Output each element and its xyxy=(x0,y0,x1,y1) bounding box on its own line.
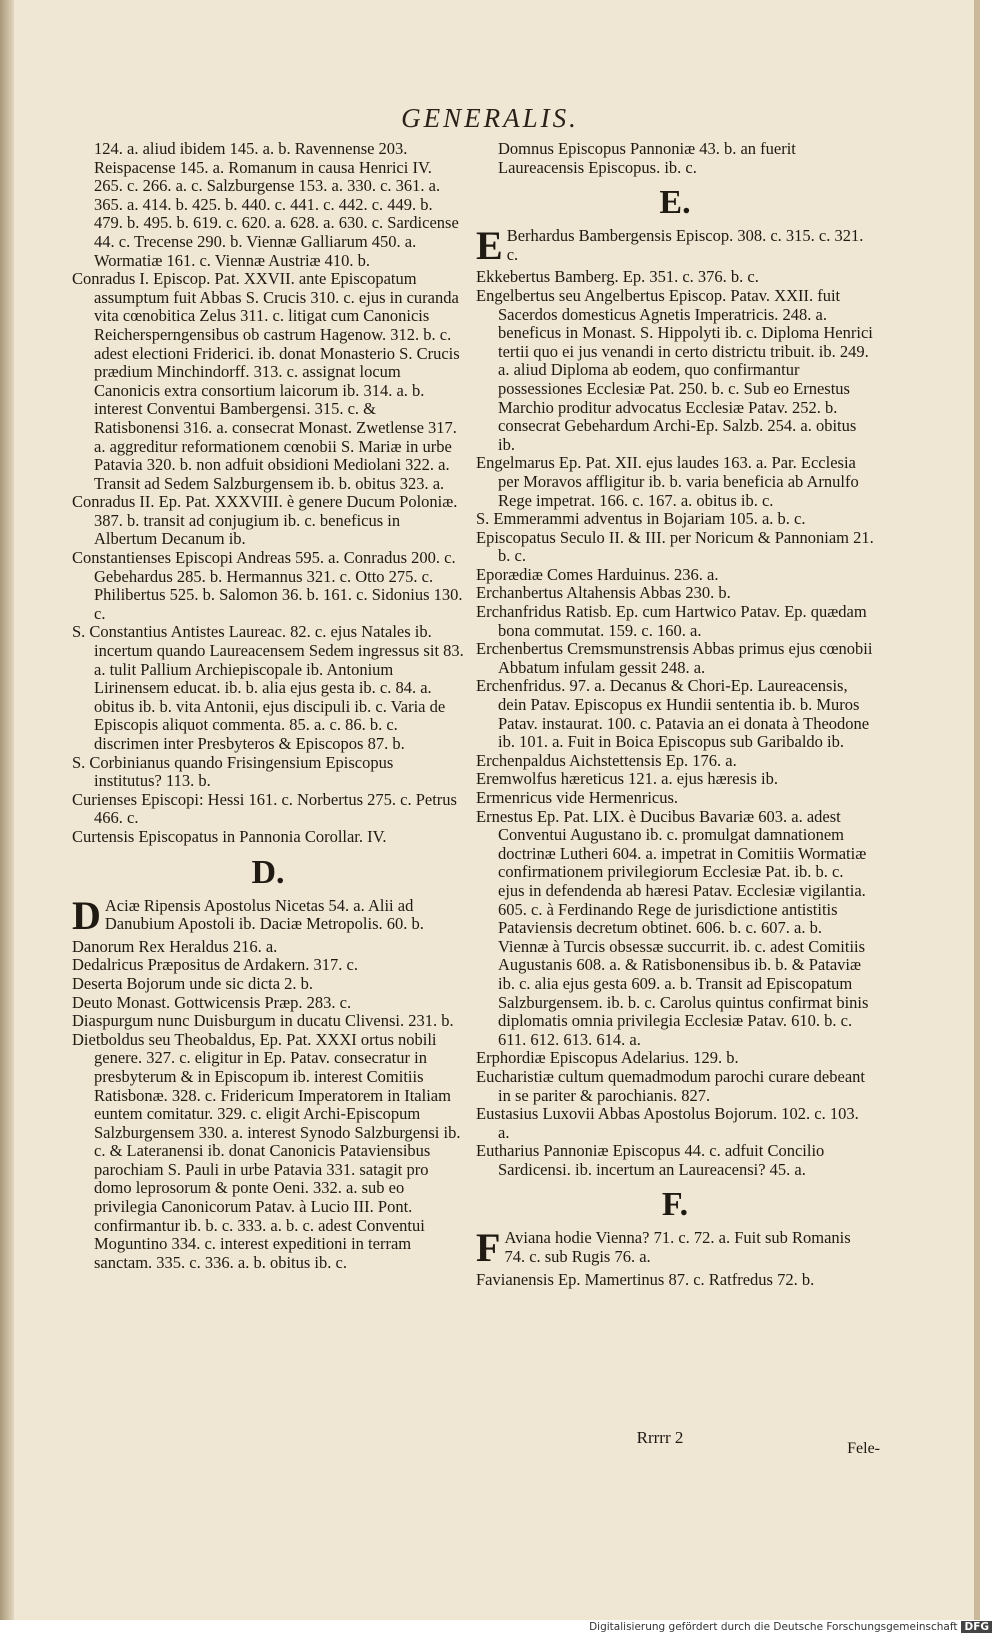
index-entry: Dietboldus seu Theobaldus, Ep. Pat. XXXI ortus nobili genere. 327. c. eligitur in Ep. Patav. consecratur in presbyterum & in Episcopum ib. interest Comitiis Ratisbonæ. 328. c. Fridericum Imperatorem in Italiam euntem comitatur. 329. c. eligit Archi-Episcopum Salzburgensem 330. a. interest Synodo Salzburgensi ib. c. & Lateranensi ib. donat Canonicis Pataviensibus parochiam S. Pauli in urbe Patavia 331. satagit pro domo leprosorum & ponte Oeni. 332. a. sub eo privilegia Canonicorum Patav. à Lucio III. Pont. confirmantur ib. b. c. 333. a. b. c. adest Conventui Moguntino 334. c. interest expeditioni in terram sanctam. 335. c. 336. a. b. obitus ib. c. xyxy=(72,1029,461,1272)
signature-mark: Rrrrr 2 xyxy=(636,1428,684,1447)
index-entry: Ernestus Ep. Pat. LIX. è Ducibus Bavariæ 603. a. adest Conventui Augustano ib. c. promulgat damnationem doctrinæ Lutheri 604. a. impetrat in Comitiis Wormatiæ confirmationem privilegiorum Ecclesiæ Pat. ib. b. c. ejus in defendenda ab hæresi Patav. Ecclesiæ vigilantia. 605. c. à Ferdinando Rege de jurisdictione antistitis Pataviensis decretum obtinet. 606. b. c. 607. a. b. Viennæ à Turcis obsessæ succurrit. ib. c. adest Comitiis Augustanis 608. a. & Ratisbonensibus ib. b. & Pataviæ ib. c. alia ejus gesta 609. a. b. Transit ad Episcopatum Salzburgensem. ib. b. c. Carolus quintus confirmat binis diplomatis omnia privilegia Ecclesiæ Patav. 610. b. c. 611. 612. 613. 614. a. xyxy=(476,806,869,1049)
index-entry: S. Constantius Antistes Laureac. 82. c. ejus Natales ib. incertum quando Laureacensem Sedem ingressus sit 83. a. tulit Pallium Archiepiscopale ib. Antonium Lirinensem educat. ib. b. alia ejus gesta ib. c. 84. a. obitus ib. b. vita Antonii, ejus discipuli ib. c. Varia de Episcopis aliquot commenta. 85. a. c. 86. b. c. discrimen inter Presbyteros & Episcopos 87. b. xyxy=(72,622,464,753)
footer-text: Digitalisierung gefördert durch die Deutsche Forschungsgemeinschaft xyxy=(589,1621,958,1633)
index-entry: Engelbertus seu Angelbertus Episcop. Patav. XXII. fuit Sacerdos domesticus Agnetis Imperatricis. 248. a. beneficus in Monast. S. Hippolyti ib. c. Diploma Henrici tertii quo ei jus venandi in certo districtu tribuit. ib. 249. a. aliud Diploma ab eodem, quo confirmantur possessiones Ecclesiæ Pat. 250. b. c. Sub eo Ernestus Marchio proditur advocatus Ecclesiæ Patav. 252. b. consecrat Gebehardum Archi-Ep. Salzb. 254. a. obitus ib. xyxy=(476,285,873,454)
index-entry: Danorum Rex Heraldus 216. a. xyxy=(72,936,278,956)
running-head: GENERALIS. xyxy=(401,103,579,133)
left-column xyxy=(72,140,464,1272)
continued-entry: 124. a. aliud ibidem 145. a. b. Ravennense 203. Reispacense 145. a. Romanum in causa Henrici IV. 265. c. 266. a. c. Salzburgense 153. a. 330. c. 361. a. 365. a. 414. b. 425. b. 440. c. 441. c. 442. c. 449. b. 479. b. 495. b. 619. c. 620. a. 628. a. 630. c. Sardicense 44. c. Trecense 290. b. Viennæ Galliarum 450. a. Wormatiæ 161. c. Viennæ Austriæ 410. b. xyxy=(94,139,459,270)
index-entry: Curtensis Episcopatus in Pannonia Corollar. IV. xyxy=(72,826,387,846)
drop-cap: E xyxy=(476,223,503,269)
index-entry: Erchanfridus Ratisb. Ep. cum Hartwico Patav. Ep. quædam bona commutat. 159. c. 160. a. xyxy=(476,602,867,640)
entry-text: Berhardus Bambergensis Episcop. 308. c. 315. c. 321. c. xyxy=(506,226,864,264)
index-entry: Erchanbertus Altahensis Abbas 230. b. xyxy=(476,583,731,603)
index-entry: Erchenfridus. 97. a. Decanus & Chori-Ep. Laureacensis, dein Patav. Episcopus ex Hundii sententia ib. b. Muros Patav. instaurat. 100. c. Patavia an ei donata à Theodone ib. 101. a. Fuit in Boica Episcopus sub Garibaldo ib. xyxy=(476,676,870,752)
index-entry: Ermenricus vide Hermenricus. xyxy=(476,788,679,807)
index-entry: Episcopatus Seculo II. & III. per Noricum & Pannoniam 21. b. c. xyxy=(476,527,874,566)
index-entry: Deuto Monast. Gottwicensis Præp. 283. c. xyxy=(72,992,352,1012)
section-letter: D. xyxy=(251,853,285,891)
index-entry: Diaspurgum nunc Duisburgum in ducatu Clivensi. 231. b. xyxy=(72,1011,454,1031)
index-entry: Conradus II. Ep. Pat. XXXVIII. è genere Ducum Poloniæ. 387. b. transit ad conjugium ib. c. beneficus in Albertum Decanum ib. xyxy=(72,492,458,549)
index-entry: Dedalricus Præpositus de Ardakern. 317. c. xyxy=(72,955,358,975)
index-entry: Favianensis Ep. Mamertinus 87. c. Ratfredus 72. b. xyxy=(476,1269,815,1289)
index-entry: Erchenpaldus Aichstettensis Ep. 176. a. xyxy=(476,750,737,770)
index-entry: Conradus I. Episcop. Pat. XXVII. ante Episcopatum assumptum fuit Abbas S. Crucis 310. c. ejus in curanda vita cœnobitica Zelus 311. c. litigat cum Canonicis Reichersperngensibus ob castrum Hagenow. 312. b. c. adest electioni Friderici. ib. donat Monasterio S. Crucis prædium Minchindorff. 313. c. assignat locum Canonicis extra consortium laicorum ib. 314. a. b. interest Conventui Bambergensi. 315. c. & Ratisbonensi 316. a. consecrat Monast. Zwetlense 317. a. aggreditur reformationem cœnobii S. Mariæ in urbe Patavia 320. b. non adfuit obsidioni Mediolani 322. a. Transit ad Sedem Salzburgensem ib. b. obitus 323. a. xyxy=(72,269,460,493)
index-entry: Curienses Episcopi: Hessi 161. c. Norbertus 275. c. Petrus 466. c. xyxy=(72,789,457,828)
section-letter: F. xyxy=(661,1186,689,1224)
continued-entry: Domnus Episcopus Pannoniæ 43. b. an fuerit Laureacensis Episcopus. ib. c. xyxy=(498,139,796,177)
section-letter: E. xyxy=(659,184,691,222)
page-gutter-edge xyxy=(0,0,14,1620)
entry-text: Aciæ Ripensis Apostolus Nicetas 54. a. Alii ad Danubium Apostoli ib. Daciæ Metropolis. 60. b. xyxy=(104,895,424,934)
right-column xyxy=(476,140,874,1289)
index-entry xyxy=(72,892,464,938)
index-entry: Deserta Bojorum unde sic dicta 2. b. xyxy=(72,973,314,993)
digitization-footer xyxy=(589,1621,992,1633)
index-entry: Erphordiæ Episcopus Adelarius. 129. b. xyxy=(476,1048,739,1068)
dfg-logo: DFG xyxy=(961,1621,992,1633)
index-entry: Erchenbertus Cremsmunstrensis Abbas primus ejus cœnobii Abbatum infulam gessit 248. a. xyxy=(476,639,873,677)
index-entry: Eremwolfus hæreticus 121. a. ejus hæresis ib. xyxy=(476,769,778,789)
index-entry xyxy=(476,1225,874,1271)
index-entry: Eporædiæ Comes Harduinus. 236. a. xyxy=(476,564,719,584)
index-entry: Constantienses Episcopi Andreas 595. a. Conradus 200. c. Gebehardus 285. b. Hermannus 321. c. Otto 275. c. Philibertus 525. b. Salomon 36. b. 161. c. Sidonius 130. c. xyxy=(72,548,463,623)
index-entry: S. Corbinianus quando Frisingensium Episcopus institutus? 113. b. xyxy=(72,752,394,791)
index-entry: Eustasius Luxovii Abbas Apostolus Bojorum. 102. c. 103. a. xyxy=(476,1104,859,1142)
index-entry: Engelmarus Ep. Pat. XII. ejus laudes 163. a. Par. Ecclesia per Moravos affligitur ib. b. varia beneficia ab Arnulfo Rege impetrat. 166. c. 167. a. obitus ib. c. xyxy=(476,453,859,510)
index-entry xyxy=(476,223,874,269)
index-entry: Eucharistiæ cultum quemadmodum parochi curare debeant in se pariter & parochianis. 827. xyxy=(476,1066,865,1105)
catchword: Fele- xyxy=(847,1440,880,1457)
drop-cap: D xyxy=(72,892,101,938)
index-entry: S. Emmerammi adventus in Bojariam 105. a. b. c. xyxy=(476,509,806,529)
entry-text: Aviana hodie Vienna? 71. c. 72. a. Fuit sub Romanis 74. c. sub Rugis 76. a. xyxy=(504,1228,851,1267)
index-entry: Eutharius Pannoniæ Episcopus 44. c. adfuit Concilio Sardicensi. ib. incertum an Laureacensi? 45. a. xyxy=(476,1141,825,1179)
drop-cap: F xyxy=(476,1225,501,1271)
index-entry: Ekkebertus Bamberg. Ep. 351. c. 376. b. c. xyxy=(476,267,759,287)
